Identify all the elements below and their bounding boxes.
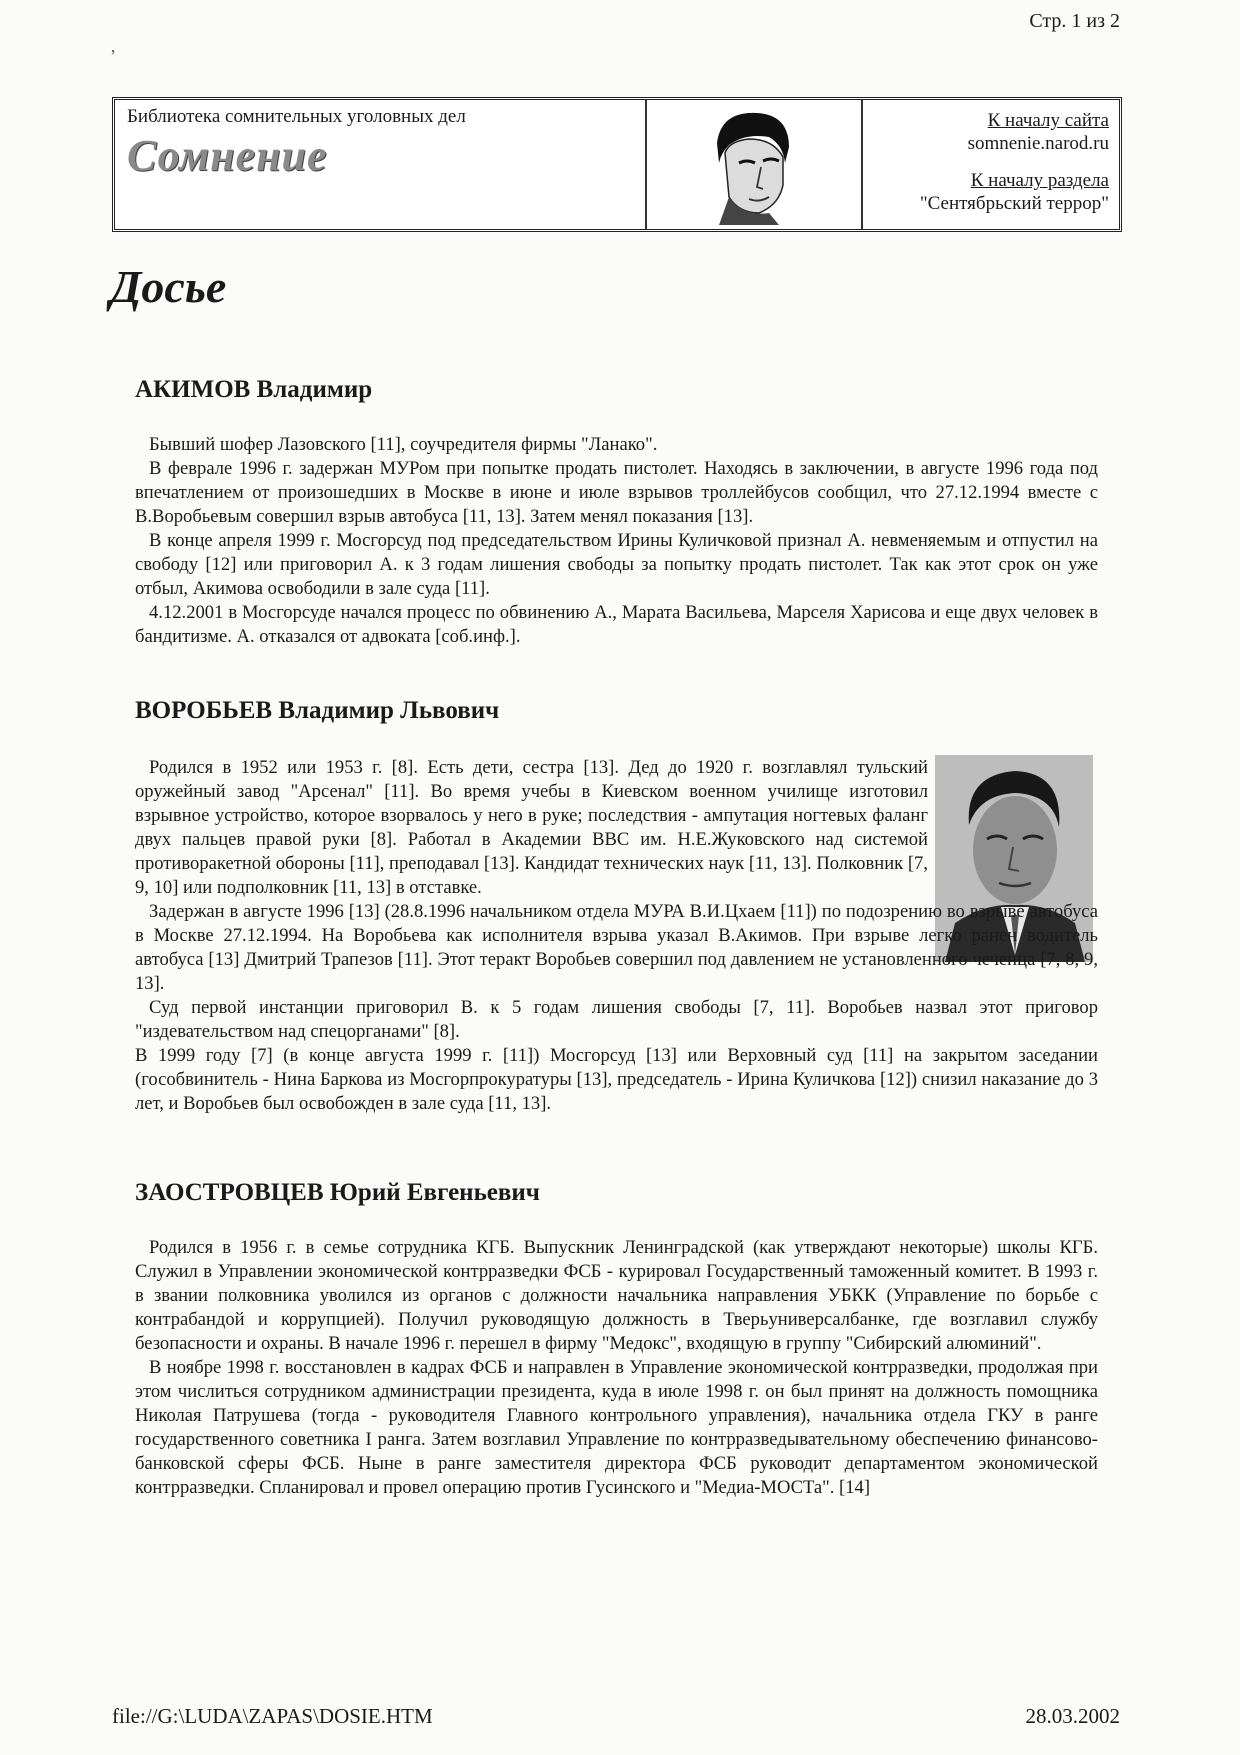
bio-paragraph: Бывший шофер Лазовского [11], соучредителя фирмы "Ланако". — [149, 434, 658, 455]
person-heading-akimov: АКИМОВ Владимир — [135, 376, 373, 403]
banner-portrait — [645, 100, 863, 229]
bio-paragraph: Родился в 1952 или 1953 г. [8]. Есть дети, сестра [13]. Дед до 1920 г. возглавлял тульский оружейный завод "Арсенал" [11]. Во время учебы в Киевском военном училище изготовил взрывное устройство, которое взорвалось у него в руке; последствия - ампутация ногтевых фаланг двух пальцев правой руки [8]. Работал в Академии ВВС им. Н.Е.Жуковского над системой противоракетной обороны [11], преподавал [13]. Кандидат технических наук [11, 13]. Полковник [7, 9, 10] или подполковник [11, 13] в отставке. — [135, 757, 928, 898]
site-banner — [112, 97, 1122, 232]
footer-file-path: file://G:\LUDA\ZAPAS\DOSIE.HTM — [112, 1704, 433, 1728]
person-bio-akimov — [135, 433, 1098, 649]
bio-paragraph: В 1999 году [7] (в конце августа 1999 г. [11]) Мосгорсуд [13] или Верховный суд [11] на закрытом заседании (гособвинитель - Нина Баркова из Мосгорпрокуратуры [13], председатель - Ирина Куличкова [12]) снизил наказание до 3 лет, и Воробьев был освобожден в зале суда [11, 13]. — [135, 1045, 1098, 1114]
banner-nav-cell — [861, 100, 1119, 229]
banner-title-cell — [115, 100, 643, 229]
person-heading-zaostrovtsev: ЗАОСТРОВЦЕВ Юрий Евгеньевич — [135, 1179, 540, 1206]
person-heading-vorobiev: ВОРОБЬЕВ Владимир Львович — [135, 697, 500, 724]
site-home-link[interactable]: К началу сайта — [987, 110, 1109, 131]
bio-paragraph: Родился в 1956 г. в семье сотрудника КГБ. Выпускник Ленинградской (как утверждают некоторые) школы КГБ. Служил в Управлении экономической контрразведки ФСБ - курировал Государственный таможенный комитет. В 1993 г. в звании полковника уволился из органов с должности начальника направления УБКК (Управление по борьбе с контрабандой и коррупцией). Получил руководящую должность в Тверьуниверсалбанке, где возглавил службу безопасности и охраны. В начале 1996 г. перешел в фирму "Медокс", входящую в группу "Сибирский алюминий". — [135, 1237, 1098, 1354]
page-title: Досье — [110, 261, 227, 312]
section-home-link[interactable]: К началу раздела — [970, 170, 1109, 191]
page-counter: Стр. 1 из 2 — [1029, 10, 1120, 32]
bio-paragraph: В ноябре 1998 г. восстановлен в кадрах ФСБ и направлен в Управление экономической контрразведки, продолжая при этом числиться сотрудником администрации президента, куда в июле 1998 г. он был принят на должность помощника Николая Патрушева (тогда - руководителя Главного контрольного управления), начальника отдела ГКУ в ранге государственного советника I ранга. Затем возглавил Управление по контрразведывательному обеспечению финансово-банковской сферы ФСБ. Ныне в ранге заместителя директора ФСБ руководит департаментом экономической контрразведки. Спланировал и провел операцию против Гусинского и "Медиа-МОСТа". [14] — [135, 1357, 1098, 1498]
section-name: "Сентябрьский террор" — [919, 193, 1109, 214]
bio-paragraph: 4.12.2001 в Мосгорсуде начался процесс по обвинению А., Марата Васильева, Марселя Харисова и еще двух человек в бандитизме. А. отказался от адвоката [соб.инф.]. — [135, 602, 1098, 647]
site-logo[interactable]: Сомнение — [127, 131, 328, 180]
bio-paragraph: В конце апреля 1999 г. Мосгорсуд под председательством Ирины Куличковой признал А. невменяемым и отпустил на свободу [12] или приговорил А. к 3 годам лишения свободы за попытку продать пистолет. Так как этот срок он уже отбыл, Акимова освободили в зале суда [11]. — [135, 530, 1098, 599]
library-caption: Библиотека сомнительных уголовных дел — [127, 106, 466, 127]
bio-paragraph: Задержан в августе 1996 [13] (28.8.1996 начальником отдела МУРА В.И.Цхаем [11]) по подозрению во взрыве автобуса в Москве 27.12.1994. На Воробьева как исполнителя взрыва указал В.Акимов. При взрыве легко ранен водитель автобуса [13] Дмитрий Трапезов [11]. Этот теракт Воробьев совершил под давлением не установленного чеченца [7, 8, 9, 13]. — [135, 901, 1098, 994]
bio-paragraph: Суд первой инстанции приговорил В. к 5 годам лишения свободы [7, 11]. Воробьев назвал этот приговор "издевательством над спецорганами" [8]. — [135, 997, 1098, 1042]
scan-mark: ’ — [110, 46, 116, 66]
person-bio-vorobiev — [135, 756, 1098, 1116]
bio-paragraph: В феврале 1996 г. задержан МУРом при попытке продать пистолет. Находясь в заключении, в августе 1996 года под впечатлением от произошедших в Москве в июне и июле взрывов троллейбусов сообщил, что 27.12.1994 вместе с В.Воробьевым совершил взрыв автобуса [11, 13]. Затем менял показания [13]. — [135, 458, 1098, 527]
person-bio-zaostrovtsev — [135, 1236, 1098, 1500]
footer-date: 28.03.2002 — [1025, 1704, 1120, 1728]
portrait-drawing-icon — [699, 105, 809, 225]
site-url: somnenie.narod.ru — [967, 133, 1109, 154]
